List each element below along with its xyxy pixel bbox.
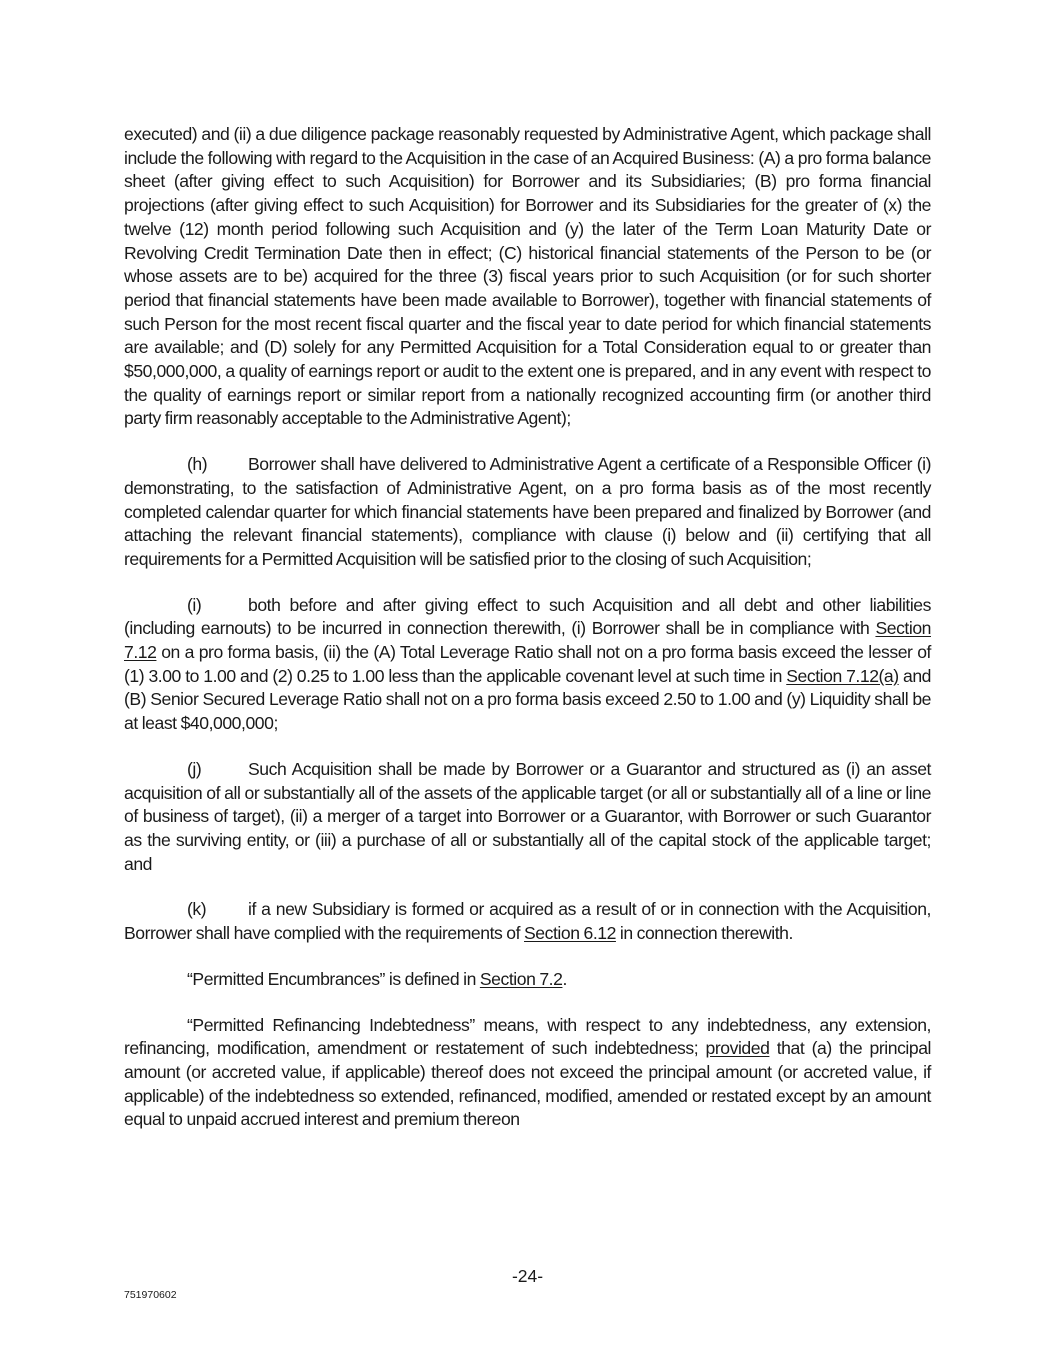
clause-label: (h) — [187, 454, 208, 475]
definition-text: . — [562, 968, 567, 989]
definition-text: “Permitted Refinancing Indebtedness” means, with respect to any indebtedness, any extension, refinancing, modification, amendment or restatement of such indebtedness; — [124, 1014, 931, 1059]
clause-k — [124, 898, 931, 945]
section-reference: Section 6.12 — [524, 923, 616, 944]
document-id: 751970602 — [124, 1289, 177, 1301]
clause-text: on a pro forma basis, (ii) the (A) Total Leverage Ratio shall not on a pro forma basis exceed the lesser of (1) 3.00 to 1.00 and (2) 0.25 to 1.00 less than the applicable covenant level at such time in — [124, 642, 931, 686]
section-reference: Section 7.12(a) — [786, 665, 899, 686]
document-body — [124, 123, 931, 1154]
clause-text: if a new Subsidiary is formed or acquired as a result of or in connection with the Acquisition, Borrower shall have complied with the requirements of — [124, 899, 931, 944]
definition-text: that (a) the principal amount (or accreted value, if applicable) thereof does not exceed the principal amount (or accreted value, if applicable) of the indebtedness so extended, refinanced, modified, amended or restated except by an amount equal to unpaid accrued interest and premium thereon — [124, 1038, 931, 1130]
section-reference: Section 7.2 — [479, 968, 563, 989]
clause-label: (i) — [187, 594, 202, 615]
definition-permitted-refinancing-indebtedness — [124, 1014, 931, 1133]
definition-text: “Permitted Encumbrances” is defined in — [187, 968, 480, 989]
clause-text: and (B) Senior Secured Leverage Ratio shall not on a pro forma basis exceed 2.50 to 1.00 and (y) Liquidity shall be at least $40,000,000; — [124, 665, 931, 734]
definition-permitted-encumbrances — [124, 968, 931, 992]
section-reference: Section 7.12 — [124, 618, 931, 663]
clause-text: in connection therewith. — [615, 923, 793, 944]
paragraph-text: executed) and (ii) a due diligence package reasonably requested by Administrative Agent, which package shall include the following with regard to the Acquisition in the case of an Acquired Business: (A) a pro forma balance sheet (after giving effect to such Acquisition) for Borrower and its Subsidiaries; (B) pro forma financial projections (after giving effect to such Acquisition) for Borrower and its Subsidiaries for the greater of (x) the twelve (12) month period following such Acquisition and (y) the later of the Term Loan Maturity Date or Revolving Credit Termination Date then in effect; (C) historical financial statements of the Person to be (or whose assets are to be) acquired for the three (3) fiscal years prior to such Acquisition (or for such shorter period that financial statements have been made available to Borrower), together with financial statements of such Person for the most recent fiscal quarter and the fiscal year to date period for which financial statements are available; and (D) solely for any Permitted Acquisition for a Total Consideration equal to or greater than $50,000,000, a quality of earnings report or audit to the extent one is prepared, and in any event with respect to the quality of earnings report or similar report from a nationally recognized accounting firm (or another third party firm reasonably acceptable to the Administrative Agent); — [124, 124, 931, 429]
page-number: -24- — [511, 1266, 544, 1286]
clause-j — [124, 758, 931, 877]
underlined-term: provided — [705, 1038, 770, 1059]
paragraph-g-continuation — [124, 123, 931, 431]
clause-label: (k) — [187, 899, 207, 920]
clause-text: both before and after giving effect to such Acquisition and all debt and other liabilities (including earnouts) to be incurred in connection therewith, (i) Borrower shall be in compliance with — [124, 594, 931, 639]
clause-h — [124, 453, 931, 572]
clause-label: (j) — [187, 758, 202, 779]
clause-i — [124, 594, 931, 736]
clause-text: Borrower shall have delivered to Administrative Agent a certificate of a Responsible Officer (i) demonstrating, to the satisfaction of Administrative Agent, on a pro forma basis as of the most recently completed calendar quarter for which financial statements have been prepared and finalized by Borrower (and attaching the relevant financial statements), compliance with clause (i) below and (ii) certifying that all requirements for a Permitted Acquisition will be satisfied prior to the closing of such Acquisition; — [124, 454, 931, 569]
clause-text: Such Acquisition shall be made by Borrower or a Guarantor and structured as (i) an asset acquisition of all or substantially all of the assets of the applicable target (or all or substantially all of a line or line of business of target), (ii) a merger of a target into Borrower or a Guarantor, with Borrower or such Guarantor as the surviving entity, or (iii) a purchase of all or substantially all of the capital stock of the applicable target; and — [124, 758, 931, 874]
